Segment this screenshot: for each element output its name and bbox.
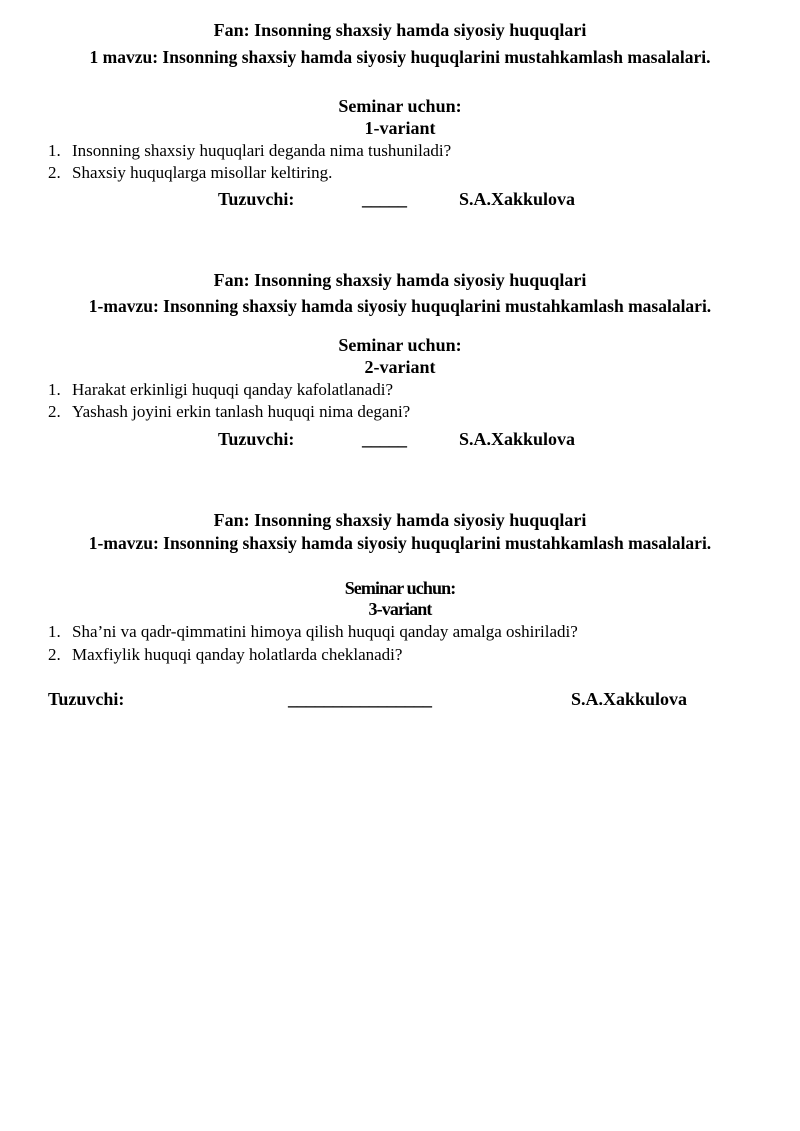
question-number: 2.: [48, 163, 61, 182]
question-text: Insonning shaxsiy huquqlari deganda nima tushuniladi?: [72, 141, 452, 160]
question-number: 2.: [48, 402, 61, 421]
question-item: [48, 140, 451, 162]
question-number: 1.: [48, 380, 61, 399]
question-text: Harakat erkinligi huquqi qanday kafolatlanadi?: [72, 380, 393, 399]
seminar-heading: Seminar uchun:: [338, 96, 462, 116]
author-label: Tuzuvchi:: [218, 189, 295, 209]
signature-line: ________________: [288, 689, 432, 709]
question-text: Yashash joyini erkin tanlash huquqi nima degani?: [72, 402, 411, 421]
question-text: Sha’ni va qadr-qimmatini himoya qilish huquqi qanday amalga oshiriladi?: [72, 622, 578, 641]
question-item: [48, 401, 410, 423]
author-name: S.A.Xakkulova: [571, 689, 688, 709]
seminar-heading: Seminar uchun:: [344, 578, 456, 598]
question-item: [48, 621, 578, 643]
question-item: [48, 644, 402, 666]
signature-line: _____: [362, 189, 407, 209]
question-item: [48, 162, 332, 184]
subject-title: Fan: Insonning shaxsiy hamda siyosiy huquqlari: [213, 270, 587, 290]
variant-heading: 3-variant: [368, 599, 432, 619]
author-name: S.A.Xakkulova: [459, 189, 576, 209]
subject-title: Fan: Insonning shaxsiy hamda siyosiy huquqlari: [213, 510, 587, 530]
variant-heading: 2-variant: [364, 357, 436, 377]
topic-title: 1 mavzu: Insonning shaxsiy hamda siyosiy huquqlarini mustahkamlash masalalari.: [89, 47, 711, 67]
subject-title: Fan: Insonning shaxsiy hamda siyosiy huquqlari: [213, 20, 587, 40]
question-text: Maxfiylik huquqi qanday holatlarda cheklanadi?: [72, 645, 403, 664]
question-number: 1.: [48, 141, 61, 160]
author-label: Tuzuvchi:: [48, 689, 125, 709]
question-number: 2.: [48, 645, 61, 664]
signature-line: _____: [362, 429, 407, 449]
topic-title: 1-mavzu: Insonning shaxsiy hamda siyosiy huquqlarini mustahkamlash masalalari.: [88, 533, 712, 553]
question-item: [48, 379, 393, 401]
question-number: 1.: [48, 622, 61, 641]
variant-heading: 1-variant: [364, 118, 436, 138]
seminar-heading: Seminar uchun:: [338, 335, 462, 355]
author-label: Tuzuvchi:: [218, 429, 295, 449]
question-text: Shaxsiy huquqlarga misollar keltiring.: [72, 163, 333, 182]
author-name: S.A.Xakkulova: [459, 429, 576, 449]
topic-title: 1-mavzu: Insonning shaxsiy hamda siyosiy huquqlarini mustahkamlash masalalari.: [88, 296, 712, 316]
